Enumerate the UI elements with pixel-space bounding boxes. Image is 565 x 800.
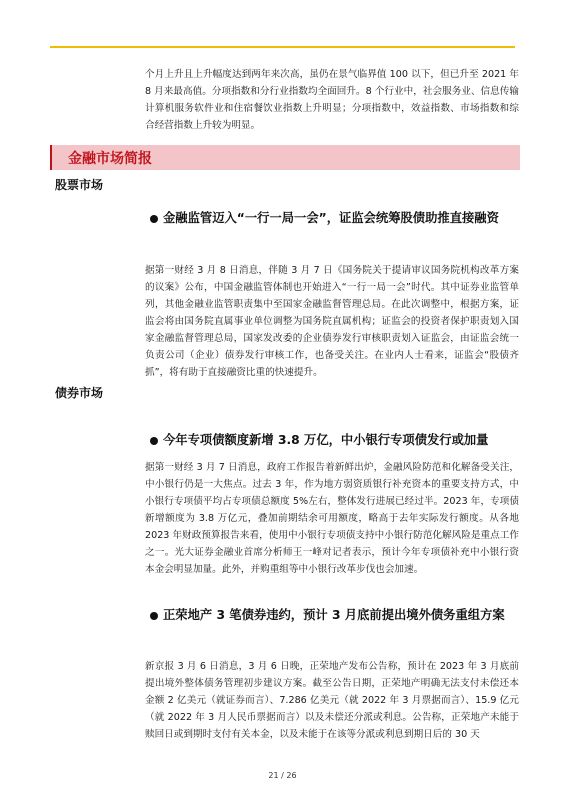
subsection-bond-heading: 债券市场 bbox=[55, 386, 104, 400]
page-number: 21 / 26 bbox=[268, 771, 297, 780]
bond-item1-headline: 今年专项债额度新增 3.8 万亿，中小银行专项债发行或加量 bbox=[163, 433, 489, 447]
section-title: 金融市场简报 bbox=[68, 151, 152, 167]
bond-item2-headline: 正荣地产 3 笔债券违约，预计 3 月底前提出境外债务重组方案 bbox=[163, 608, 505, 622]
bond-item2-body: 新京报 3 月 6 日消息，3 月 6 日晚，正荣地产发布公告称，预计在 2023 年 3 月底前提出境外整体债务管理初步建议方案。截至公告日期，正荣地产明确无法支付未偿还本金额 2 亿美元（就证券而言）、7.286 亿美元（就 2022 年 3 月票据而言）、15.9 亿元（就 2022 年 3 月人民币票据而言）以及未偿还分派或利息。公告称，正荣地产未能于赎回日或到期时支付有关本金，以及未能于在该等分派或利息到期日后的 30 天 bbox=[145, 661, 519, 740]
stock-headline: 金融监管迈入“一行一局一会”，证监会统筹股债助推直接融资 bbox=[163, 211, 499, 225]
header-rule bbox=[50, 46, 515, 48]
intro-paragraph: 个月上升且上升幅度达到两年来次高，虽仍在景气临界值 100 以下，但已升至 2021 年 8 月来最高值。分项指数和分行业指数均全面回升。8 个行业中，社会服务业、信息传输计算机服务软件业和住宿餐饮业指数上升明显；分项指数中，效益指数、市场指数和综合经营指数上升较为明显。 bbox=[145, 69, 519, 131]
bullet-icon bbox=[150, 215, 158, 223]
bond-item1-body: 据第一财经 3 月 7 日消息，政府工作报告着新鲜出炉，金融风险防范和化解备受关注，中小银行仍是一大焦点。过去 3 年，作为地方弱资质银行补充资本的重要支持方式，中小银行专项债平均占专项债总额度 5%左右，整体发行进展已经过半。2023 年，专项债新增额度为 3.8 万亿元，叠加前期结余可用额度，略高于去年实际发行额度。从各地 2023 年财政预算报告来看，使用中小银行专项债支持中小银行防范化解风险是重点工作之一。光大证券金融业首席分析师王一峰对记者表示，预计今年专项债补充中小银行资本金会明显加量。此外，并购重组等中小银行改革步伐也会加速。 bbox=[145, 462, 519, 575]
stock-body: 据第一财经 3 月 8 日消息，伴随 3 月 7 日《国务院关于提请审议国务院机构改革方案的议案》公布，中国金融监管体制也开始进入“一行一局一会”时代。其中证券业监管单列，其他金融业监管职责集中至国家金融监督管理总局。在此次调整中，根据方案，证监会将由国务院直属事业单位调整为国务院直属机构；证监会的投资者保护职责划入国家金融监督管理总局，国家发改委的企业债券发行审核职责划入证监会，由证监会统一负责公司（企业）债券发行审核工作，也备受关注。在业内人士看来，证监会“股债齐抓”，将有助于直接融资比重的快速提升。 bbox=[145, 265, 519, 378]
bullet-icon bbox=[150, 612, 158, 620]
subsection-stock-heading: 股票市场 bbox=[55, 178, 104, 192]
bullet-icon bbox=[150, 437, 158, 445]
section-header bbox=[50, 145, 520, 170]
